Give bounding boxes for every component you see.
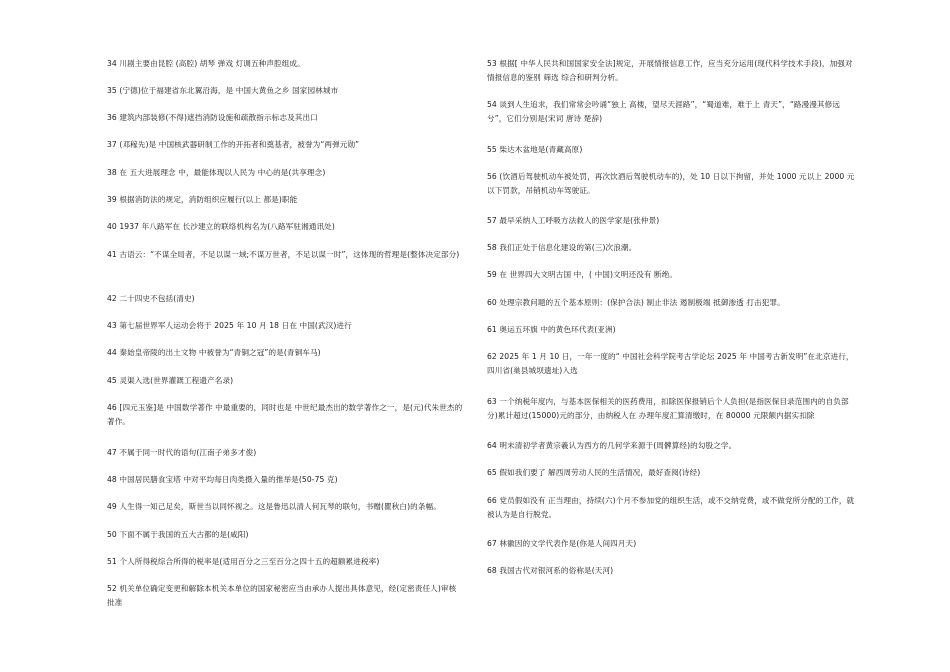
question-item: 42 二十四史不包括(清史) bbox=[107, 294, 195, 303]
question-item: 53 根据[ 中华人民共和国国家安全法]规定，开展情报信息工作，应当充分运用(现代科学技术手段)，加强对情报信息的鉴别 筛选 综合和研判分析。 bbox=[487, 59, 853, 82]
question-item: 47 不属于同一时代的语句(江南子弟多才俊) bbox=[107, 448, 257, 457]
question-item: 34 川剧主要由昆腔 (高腔) 胡琴 弹戏 灯调五种声腔组成。 bbox=[107, 59, 305, 68]
question-item: 52 机关单位确定变更和解除本机关本单位的国家秘密应当由承办人提出具体意见，经(定密责任人)审核批准 bbox=[107, 584, 457, 607]
question-item: 65 假如我们要了 解西周劳动人民的生活情况，最好查阅(诗经) bbox=[487, 468, 701, 477]
question-item: 49 人生得一知己足矣，斯世当以同怀视之。这是鲁迅以清人何瓦琴的联句，书赠(瞿秋白)的条幅。 bbox=[107, 502, 441, 511]
question-item: 46 [四元玉鉴]是 中国数学著作 中最重要的，同时也是 中世纪最杰出的数学著作之一，是(元)代朱世杰的著作。 bbox=[107, 403, 463, 426]
question-item: 39 根据消防法的规定，消防组织应履行(以上 都是)职能 bbox=[107, 195, 298, 204]
question-item: 37 (邓稼先)是 中国核武器研制工作的开拓者和奠基者，被誉为“两弹元勋” bbox=[107, 140, 360, 149]
question-item: 41 古语云：“不谋全局者，不足以谋一域;不谋万世者，不足以谋一时”，这体现的哲理是(整体决定部分) bbox=[107, 250, 460, 259]
question-item: 56 (饮酒后驾驶机动车被处罚，再次饮酒后驾驶机动车的)，处 10 日以下拘留，并处 1000 元以上 2000 元以下罚款，吊销机动车驾驶证。 bbox=[487, 172, 855, 195]
question-item: 55 柴达木盆地是(青藏高原) bbox=[487, 145, 583, 154]
question-item: 43 第七届世界军人运动会将于 2025 年 10 月 18 日在 中国(武汉)进行 bbox=[107, 321, 352, 330]
question-item: 38 在 五大进展理念 中，最能体现以人民为 中心的是(共享理念) bbox=[107, 168, 326, 177]
question-item: 58 我们正处于信息化建设的第(三)次浪潮。 bbox=[487, 243, 637, 252]
question-item: 68 我国古代对银河系的俗称是(天河) bbox=[487, 566, 614, 575]
question-item: 45 灵渠入选(世界灌溉工程遗产名录) bbox=[107, 376, 234, 385]
question-item: 44 秦始皇帝陵的出土文物 中被誉为“青铜之冠”的是(青铜车马) bbox=[107, 348, 321, 357]
question-item: 62 2025 年 1 月 10 日，一年一度的“ 中国社会科学院考古学论坛 2025 年 中国考古新发明”在北京进行，四川省(巢县城坝遗址)入选 bbox=[487, 352, 854, 375]
question-item: 64 明末清初学者黄宗羲认为西方的几何学来源于(周髀算经)的勾股之学。 bbox=[487, 441, 737, 450]
question-item: 35 (宁德)位于福建省东北翼沿海，是 中国大黄鱼之乡 国家园林城市 bbox=[107, 86, 339, 95]
question-item: 63 一个纳税年度内，与基本医保相关的医药费用，扣除医保报销后个人负担(是指医保目录范围内的自负部分)累计超过(15000)元的部分，由纳税人在 办理年度汇算清缴时，在 80000 元限额内据实扣除 bbox=[487, 397, 849, 420]
question-item: 66 党员假如没有 正当理由，持续(六)个月不参加党的组织生活，或不交纳党费，或不做党所分配的工作，就被认为是自行脱党。 bbox=[487, 496, 855, 519]
question-item: 61 奥运五环旗 中的黄色环代表(亚洲) bbox=[487, 325, 616, 334]
question-item: 59 在 世界四大文明古国 中，( 中国)文明还没有 断绝。 bbox=[487, 270, 678, 279]
question-item: 50 下面不属于我国的五大古都的是(咸阳) bbox=[107, 530, 249, 539]
question-item: 57 最早采纳人工呼吸方法救人的医学家是(张仲景) bbox=[487, 216, 660, 225]
question-item: 54 谈到人生追求，我们常常会吟诵“独上 高楼，望尽天涯路”，“蜀道难，难于上 青天”，“路漫漫其修远兮”，它们分别是(宋词 唐诗 楚辞) bbox=[487, 100, 841, 123]
question-item: 36 建筑内部装修(不得)遮挡消防设施和疏散指示标志及其出口 bbox=[107, 113, 318, 122]
question-item: 48 中国居民膳食宝塔 中对平均每日肉类摄入量的推举是(50-75 克) bbox=[107, 475, 338, 484]
question-item: 60 处理宗教问题的五个基本原则：(保护合法) 制止非法 遏制极端 抵御渗透 打击犯罪。 bbox=[487, 298, 785, 307]
question-item: 67 林徽因的文学代表作是(你是人间四月天) bbox=[487, 539, 637, 548]
question-item: 40 1937 年八路军在 长沙建立的联络机构名为(八路军驻湘通讯处) bbox=[107, 222, 335, 231]
question-item: 51 个人所得税综合所得的税率是(适用百分之三至百分之四十五的超额累进税率) bbox=[107, 557, 380, 566]
